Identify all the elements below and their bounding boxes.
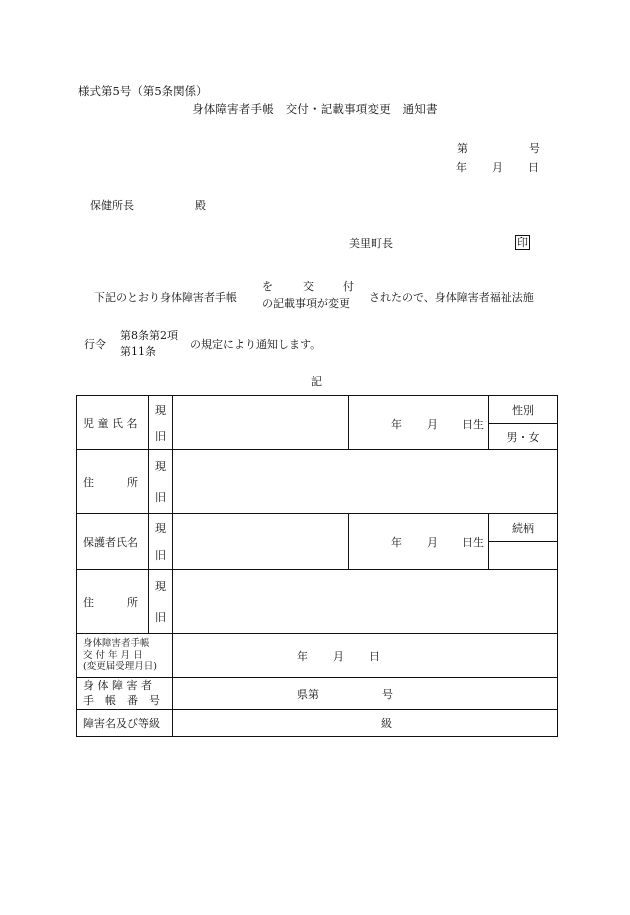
notification-table	[76, 395, 558, 737]
guardian-former-label: 旧	[155, 549, 166, 563]
issue-date-year: 年	[297, 650, 308, 663]
guardian-birth-year: 年	[391, 536, 402, 549]
date-month: 月	[492, 161, 503, 174]
guardian-address-former-cell	[149, 602, 173, 634]
body-line2-prefix: 行令	[84, 338, 106, 351]
addressee-honorific: 殿	[195, 199, 206, 212]
child-address-label: 住 所	[83, 475, 138, 489]
child-birth-cell[interactable]	[349, 396, 489, 450]
child-address-former-label: 旧	[155, 491, 166, 505]
child-former-cell	[149, 424, 173, 450]
guardian-birth-born: 日生	[462, 536, 484, 549]
doc-number-dai: 第	[457, 142, 468, 155]
child-address-value[interactable]	[173, 450, 558, 514]
ki-heading: 記	[311, 375, 322, 388]
guardian-former-value[interactable]	[173, 542, 349, 570]
issue-date-month: 月	[333, 650, 344, 663]
guardian-address-current-label: 現	[155, 579, 166, 593]
guardian-address-label: 住 所	[83, 595, 138, 609]
guardian-address-current-cell	[149, 570, 173, 602]
cert-number-label-line2: 手 帳 番 号	[83, 693, 160, 707]
body-article-b: 第11条	[120, 345, 156, 358]
cert-go: 号	[382, 688, 393, 701]
doc-number-go: 号	[529, 142, 540, 155]
gender-label: 性別	[512, 403, 534, 417]
child-former-label: 旧	[155, 430, 166, 444]
cert-number-label-line1: 身 体 障 害 者	[83, 679, 152, 693]
issue-date-label-line3: (変更届受理月日)	[83, 661, 157, 673]
child-birth-month: 月	[427, 418, 438, 431]
body-option-fu: 付	[343, 280, 354, 293]
child-address-current-label: 現	[155, 459, 166, 473]
issue-date-day: 日	[369, 650, 380, 663]
relationship-label-cell	[489, 514, 558, 542]
issue-date-value[interactable]	[173, 634, 558, 678]
gender-value: 男・女	[506, 430, 540, 444]
body-option-kou: 交	[303, 280, 314, 293]
disability-value[interactable]	[173, 710, 558, 737]
child-birth-year: 年	[391, 418, 402, 431]
date-day: 日	[528, 161, 539, 174]
cert-ken-dai: 県第	[297, 688, 319, 701]
gender-value-cell[interactable]	[489, 424, 558, 450]
issue-date-label-line2: 交 付 年 月 日	[83, 649, 143, 661]
issue-date-label-cell	[77, 634, 173, 678]
guardian-address-value[interactable]	[173, 570, 558, 634]
body-line1-prefix: 下記のとおり身体障害者手帳	[94, 291, 237, 304]
child-address-label-cell	[77, 450, 149, 514]
child-address-current-cell	[149, 450, 173, 482]
child-former-value[interactable]	[173, 424, 349, 450]
addressee-title: 保健所長	[90, 199, 134, 212]
sender-name: 美里町長	[349, 237, 393, 250]
relationship-label: 続柄	[512, 521, 534, 535]
date-year: 年	[456, 161, 467, 174]
body-option-change: の記載事項が変更	[262, 297, 350, 310]
child-current-value[interactable]	[173, 396, 349, 424]
guardian-address-label-cell	[77, 570, 149, 634]
guardian-birth-cell[interactable]	[349, 514, 489, 570]
relationship-value[interactable]	[489, 542, 558, 570]
guardian-address-former-label: 旧	[155, 611, 166, 625]
guardian-name-label-cell	[77, 514, 149, 570]
body-line1-suffix: されたので、身体障害者福祉法施	[369, 291, 534, 304]
child-address-former-cell	[149, 482, 173, 514]
document-title: 身体障害者手帳 交付・記載事項変更 通知書	[192, 102, 438, 116]
seal-mark: 印	[517, 236, 528, 249]
child-current-cell	[149, 396, 173, 424]
child-name-label-cell	[77, 396, 149, 450]
disability-kyu: 級	[381, 717, 392, 730]
disability-label-cell	[77, 710, 173, 737]
body-line2-suffix: の規定により通知します。	[190, 338, 322, 351]
cert-number-value[interactable]	[173, 678, 558, 710]
child-birth-born: 日生	[462, 418, 484, 431]
body-option-wo: を	[262, 280, 273, 293]
disability-label: 障害名及び等級	[83, 717, 160, 730]
guardian-former-cell	[149, 542, 173, 570]
guardian-current-value[interactable]	[173, 514, 349, 542]
form-number: 様式第5号（第5条関係）	[78, 84, 208, 98]
guardian-current-label: 現	[155, 521, 166, 535]
issue-date-label-line1: 身体障害者手帳	[83, 637, 150, 649]
cert-number-label-cell	[77, 678, 173, 710]
child-current-label: 現	[155, 403, 166, 417]
gender-label-cell	[489, 396, 558, 424]
guardian-current-cell	[149, 514, 173, 542]
body-article-a: 第8条第2項	[120, 329, 178, 342]
guardian-name-label: 保護者氏名	[83, 535, 138, 549]
child-name-label: 児 童 氏 名	[83, 416, 138, 430]
guardian-birth-month: 月	[427, 536, 438, 549]
